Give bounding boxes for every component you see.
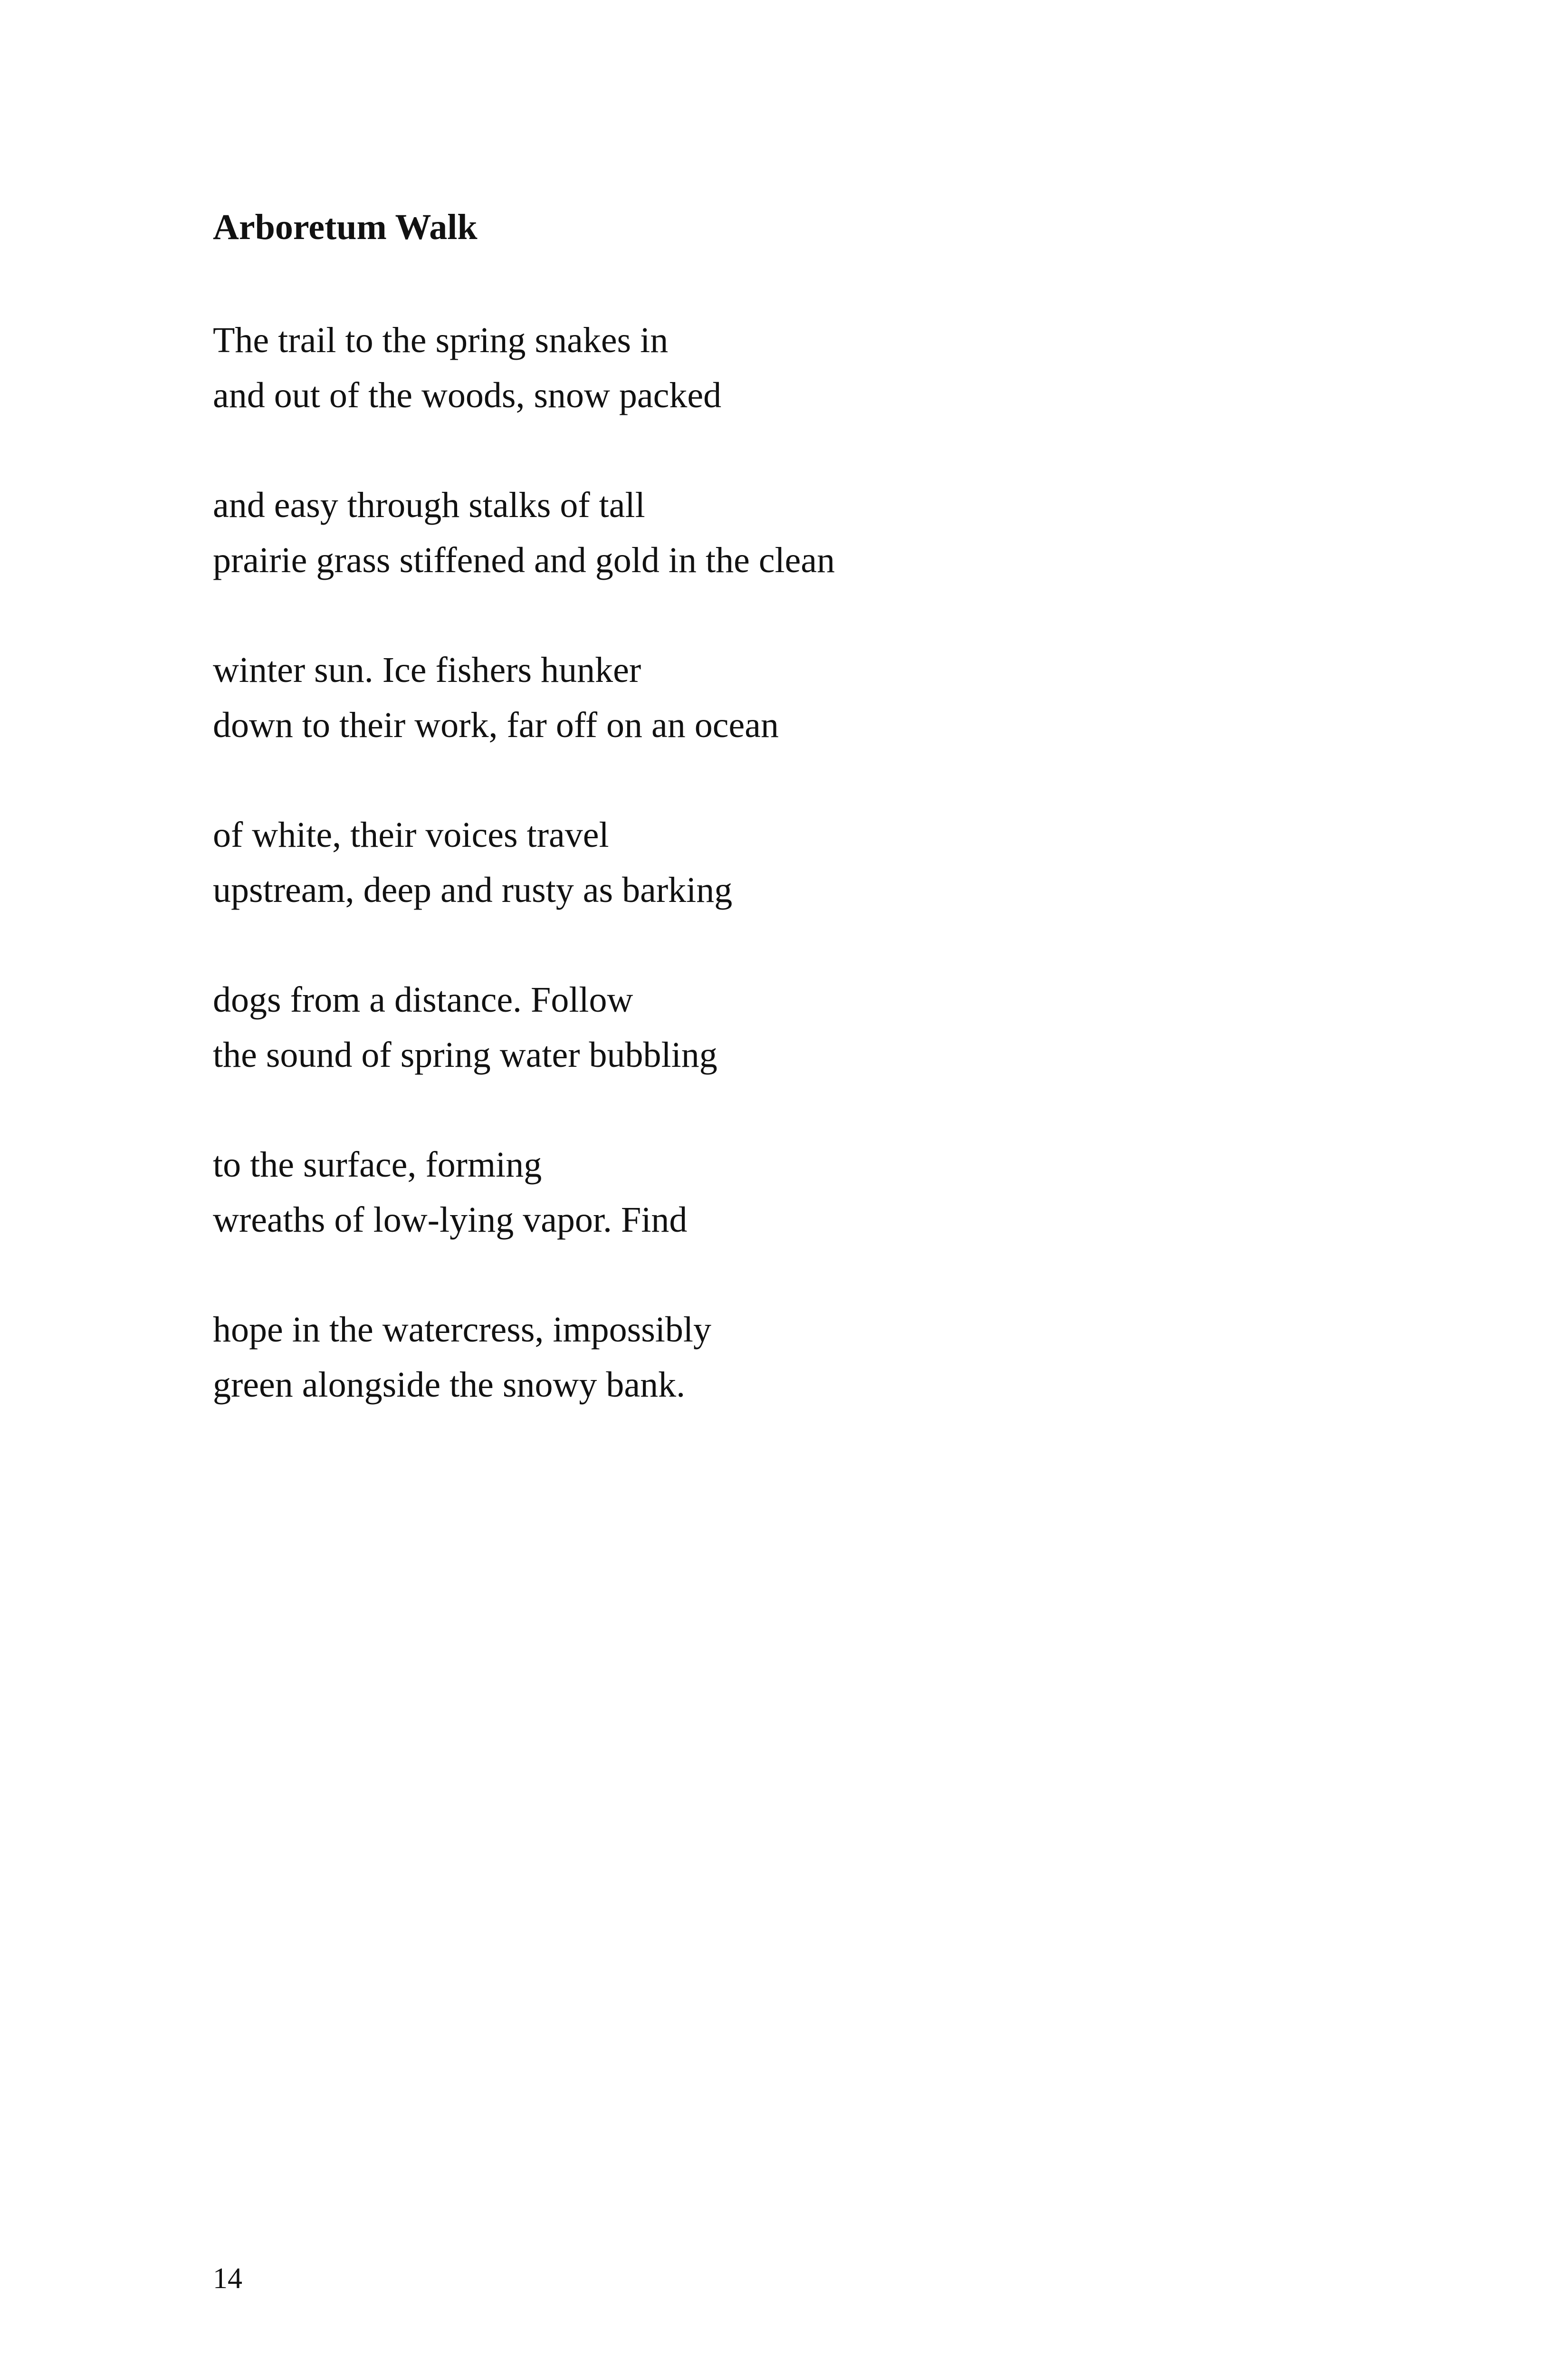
poem-line: down to their work, far off on an ocean bbox=[213, 705, 779, 745]
poem-line: the sound of spring water bubbling bbox=[213, 1035, 717, 1075]
poem-line: and out of the woods, snow packed bbox=[213, 375, 722, 415]
poem-line: winter sun. Ice fishers hunker bbox=[213, 650, 641, 690]
page-number: 14 bbox=[213, 2262, 242, 2295]
poem-line: and easy through stalks of tall bbox=[213, 485, 645, 525]
poem-line: dogs from a distance. Follow bbox=[213, 980, 633, 1020]
poem-line: of white, their voices travel bbox=[213, 815, 609, 855]
poem-line: hope in the watercress, impossibly bbox=[213, 1310, 712, 1350]
poem-line: prairie grass stiffened and gold in the clean bbox=[213, 540, 835, 580]
poem-line: wreaths of low-lying vapor. Find bbox=[213, 1200, 688, 1240]
poem-line: to the surface, forming bbox=[213, 1145, 542, 1185]
stanza-1 bbox=[213, 313, 1353, 423]
stanza-4 bbox=[213, 807, 1353, 918]
stanza-7 bbox=[213, 1302, 1353, 1412]
poem-line: The trail to the spring snakes in bbox=[213, 320, 669, 360]
stanza-5 bbox=[213, 972, 1353, 1083]
poem-title: Arboretum Walk bbox=[213, 207, 478, 247]
stanza-6 bbox=[213, 1137, 1353, 1247]
stanza-2 bbox=[213, 478, 1353, 588]
poem bbox=[213, 203, 1353, 1467]
stanza-3 bbox=[213, 642, 1353, 753]
poem-line: upstream, deep and rusty as barking bbox=[213, 870, 733, 910]
poem-line: green alongside the snowy bank. bbox=[213, 1365, 686, 1405]
